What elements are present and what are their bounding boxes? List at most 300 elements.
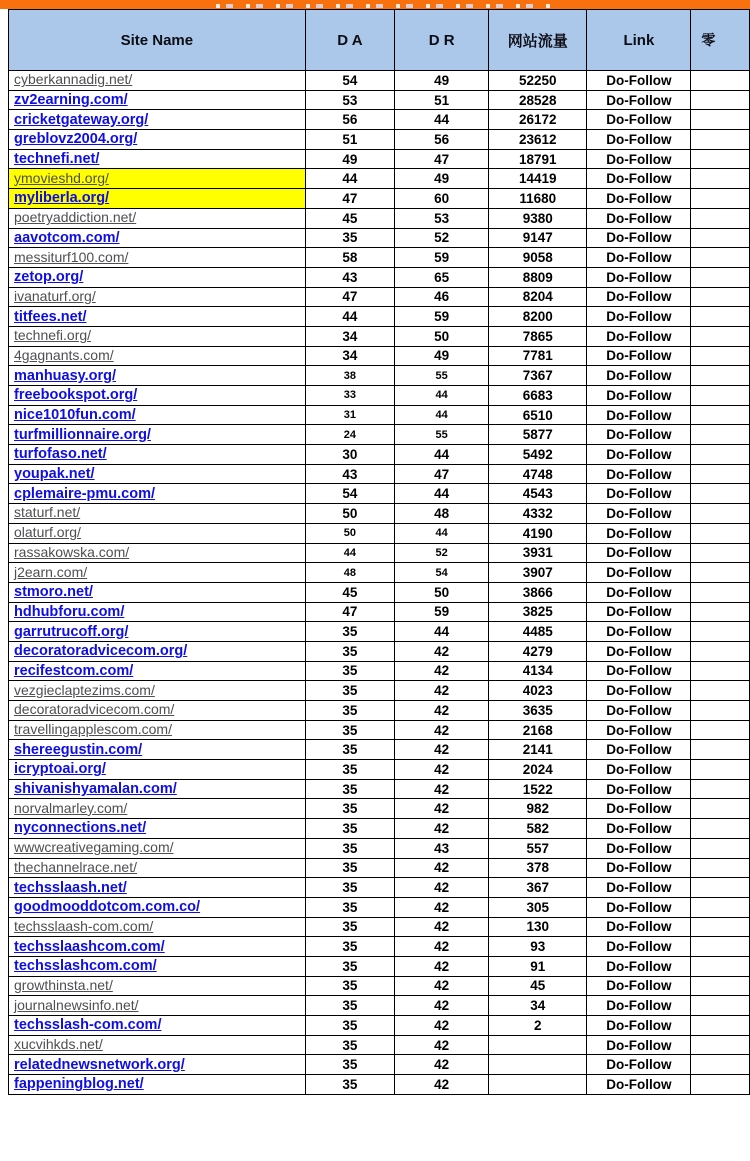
traffic-cell: 557 <box>489 838 587 858</box>
dr-cell: 52 <box>395 543 489 563</box>
site-link[interactable]: turfofaso.net/ <box>14 446 107 463</box>
table-row <box>9 405 750 425</box>
traffic-cell: 2141 <box>489 740 587 760</box>
link-type-cell: Do-Follow <box>587 740 691 760</box>
site-link[interactable]: decoratoradvicecom.com/ <box>14 701 175 718</box>
da-cell: 35 <box>305 1016 394 1036</box>
column-header-traffic: 网站流量 <box>489 10 587 71</box>
partial-column-cell <box>691 267 750 287</box>
da-cell: 53 <box>305 90 394 110</box>
dr-cell: 44 <box>395 386 489 406</box>
link-type-cell: Do-Follow <box>587 110 691 130</box>
site-cell <box>9 976 306 996</box>
site-cell <box>9 740 306 760</box>
table-row <box>9 661 750 681</box>
site-link[interactable]: youpak.net/ <box>14 466 95 483</box>
table-row <box>9 366 750 386</box>
site-link[interactable]: ymovieshd.org/ <box>14 169 109 186</box>
table-row <box>9 110 750 130</box>
dr-cell: 44 <box>395 484 489 504</box>
site-link[interactable]: growthinsta.net/ <box>14 976 113 993</box>
da-cell: 35 <box>305 228 394 248</box>
da-cell: 35 <box>305 897 394 917</box>
column-header-partial-clipped: 零 <box>691 10 750 71</box>
site-cell <box>9 130 306 150</box>
da-cell: 58 <box>305 248 394 268</box>
da-cell: 51 <box>305 130 394 150</box>
partial-column-cell <box>691 346 750 366</box>
site-link[interactable]: wwwcreativegaming.com/ <box>14 839 174 856</box>
site-cell <box>9 523 306 543</box>
da-cell: 35 <box>305 760 394 780</box>
site-link[interactable]: hdhubforu.com/ <box>14 603 125 620</box>
da-cell: 30 <box>305 445 394 465</box>
partial-column-cell <box>691 956 750 976</box>
partial-column-cell <box>691 326 750 346</box>
partial-column-cell <box>691 543 750 563</box>
da-cell: 50 <box>305 504 394 524</box>
da-cell: 35 <box>305 878 394 898</box>
link-type-cell: Do-Follow <box>587 641 691 661</box>
site-link[interactable]: titfees.net/ <box>14 308 87 325</box>
da-cell: 35 <box>305 1055 394 1075</box>
dr-cell: 42 <box>395 641 489 661</box>
link-type-cell: Do-Follow <box>587 149 691 169</box>
link-type-cell: Do-Follow <box>587 523 691 543</box>
partial-column-cell <box>691 523 750 543</box>
site-link[interactable]: relatednewsnetwork.org/ <box>14 1056 185 1073</box>
traffic-cell: 3635 <box>489 701 587 721</box>
site-link[interactable]: techsslaash-com.com/ <box>14 917 154 934</box>
link-type-cell: Do-Follow <box>587 838 691 858</box>
dr-cell: 55 <box>395 425 489 445</box>
partial-column-cell <box>691 130 750 150</box>
partial-column-cell <box>691 937 750 957</box>
dr-cell: 42 <box>395 1075 489 1095</box>
site-cell <box>9 267 306 287</box>
site-cell <box>9 858 306 878</box>
table-row <box>9 445 750 465</box>
partial-column-cell <box>691 386 750 406</box>
site-cell <box>9 760 306 780</box>
site-link[interactable]: j2earn.com/ <box>14 563 88 580</box>
partial-column-cell <box>691 897 750 917</box>
partial-column-cell <box>691 976 750 996</box>
partial-column-cell <box>691 917 750 937</box>
link-type-cell: Do-Follow <box>587 326 691 346</box>
traffic-cell: 130 <box>489 917 587 937</box>
link-type-cell: Do-Follow <box>587 1055 691 1075</box>
da-cell: 56 <box>305 110 394 130</box>
site-link[interactable]: fappeningblog.net/ <box>14 1076 144 1093</box>
site-cell <box>9 878 306 898</box>
dr-cell: 65 <box>395 267 489 287</box>
site-cell <box>9 366 306 386</box>
da-cell: 35 <box>305 996 394 1016</box>
table-row <box>9 720 750 740</box>
da-cell: 47 <box>305 287 394 307</box>
table-row <box>9 307 750 327</box>
table-row <box>9 523 750 543</box>
traffic-cell: 2 <box>489 1016 587 1036</box>
dr-cell: 51 <box>395 90 489 110</box>
partial-column-cell <box>691 425 750 445</box>
partial-column-cell <box>691 760 750 780</box>
table-row <box>9 326 750 346</box>
partial-column-cell <box>691 582 750 602</box>
site-link[interactable]: zetop.org/ <box>14 269 84 286</box>
site-link[interactable]: messiturf100.com/ <box>14 248 129 265</box>
dr-cell: 52 <box>395 228 489 248</box>
da-cell: 44 <box>305 169 394 189</box>
da-cell: 38 <box>305 366 394 386</box>
table-body <box>9 71 750 1095</box>
da-cell: 35 <box>305 701 394 721</box>
partial-column-cell <box>691 838 750 858</box>
site-link[interactable]: cyberkannadig.net/ <box>14 71 133 88</box>
link-type-cell: Do-Follow <box>587 425 691 445</box>
site-link[interactable]: techsslaashcom.com/ <box>14 938 165 955</box>
dr-cell: 44 <box>395 445 489 465</box>
site-link[interactable]: cplemaire-pmu.com/ <box>14 485 156 502</box>
site-cell <box>9 346 306 366</box>
site-cell <box>9 838 306 858</box>
site-cell <box>9 956 306 976</box>
traffic-cell: 4485 <box>489 622 587 642</box>
dr-cell: 42 <box>395 1035 489 1055</box>
dr-cell: 49 <box>395 169 489 189</box>
traffic-cell: 4190 <box>489 523 587 543</box>
link-type-cell: Do-Follow <box>587 956 691 976</box>
site-link[interactable]: shivanishyamalan.com/ <box>14 781 177 798</box>
dr-cell: 44 <box>395 523 489 543</box>
table-row <box>9 582 750 602</box>
column-header-link: Link <box>587 10 691 71</box>
dr-cell: 42 <box>395 956 489 976</box>
site-cell <box>9 1055 306 1075</box>
site-cell <box>9 504 306 524</box>
traffic-cell: 1522 <box>489 779 587 799</box>
site-link[interactable]: poetryaddiction.net/ <box>14 209 137 226</box>
traffic-cell: 7865 <box>489 326 587 346</box>
dr-cell: 48 <box>395 504 489 524</box>
site-link[interactable]: xucvihkds.net/ <box>14 1036 103 1053</box>
table-row <box>9 169 750 189</box>
traffic-cell: 6510 <box>489 405 587 425</box>
site-link[interactable]: 4gagnants.com/ <box>14 346 114 363</box>
site-link[interactable]: staturf.net/ <box>14 504 81 521</box>
site-link[interactable]: decoratoradvicecom.org/ <box>14 643 188 660</box>
site-cell <box>9 937 306 957</box>
dr-cell: 54 <box>395 563 489 583</box>
dr-cell: 42 <box>395 897 489 917</box>
site-link[interactable]: myliberla.org/ <box>14 190 110 207</box>
site-link[interactable]: techsslashcom.com/ <box>14 958 157 975</box>
table-row <box>9 681 750 701</box>
site-link[interactable]: travellingapplescom.com/ <box>14 721 172 738</box>
da-cell: 35 <box>305 740 394 760</box>
table-row <box>9 563 750 583</box>
da-cell: 35 <box>305 681 394 701</box>
header-row <box>9 10 750 71</box>
dr-cell: 50 <box>395 326 489 346</box>
traffic-cell: 4748 <box>489 464 587 484</box>
site-link[interactable]: greblovz2004.org/ <box>14 131 138 148</box>
dr-cell: 56 <box>395 130 489 150</box>
dr-cell: 42 <box>395 858 489 878</box>
da-cell: 35 <box>305 976 394 996</box>
table-row <box>9 287 750 307</box>
traffic-cell: 4543 <box>489 484 587 504</box>
site-link[interactable]: goodmooddotcom.com.co/ <box>14 899 201 916</box>
da-cell: 35 <box>305 799 394 819</box>
dr-cell: 49 <box>395 71 489 91</box>
traffic-cell: 26172 <box>489 110 587 130</box>
dr-cell: 49 <box>395 346 489 366</box>
site-link[interactable]: nyconnections.net/ <box>14 820 147 837</box>
table-row <box>9 130 750 150</box>
traffic-cell: 8200 <box>489 307 587 327</box>
traffic-cell: 8204 <box>489 287 587 307</box>
dr-cell: 42 <box>395 819 489 839</box>
dr-cell: 44 <box>395 622 489 642</box>
da-cell: 35 <box>305 956 394 976</box>
site-link[interactable]: shereegustin.com/ <box>14 741 143 758</box>
site-cell <box>9 897 306 917</box>
table-row <box>9 1075 750 1095</box>
da-cell: 49 <box>305 149 394 169</box>
table-row <box>9 543 750 563</box>
dr-cell: 47 <box>395 149 489 169</box>
site-cell <box>9 386 306 406</box>
site-cell <box>9 701 306 721</box>
da-cell: 44 <box>305 543 394 563</box>
site-link[interactable]: technefi.org/ <box>14 327 92 344</box>
da-cell: 44 <box>305 307 394 327</box>
link-type-cell: Do-Follow <box>587 779 691 799</box>
site-cell <box>9 1016 306 1036</box>
site-link[interactable]: garrutrucoff.org/ <box>14 623 129 640</box>
dr-cell: 44 <box>395 110 489 130</box>
table-row <box>9 267 750 287</box>
table-row <box>9 504 750 524</box>
traffic-cell: 4279 <box>489 641 587 661</box>
traffic-cell: 3825 <box>489 602 587 622</box>
da-cell: 33 <box>305 386 394 406</box>
traffic-cell <box>489 1075 587 1095</box>
traffic-cell <box>489 1055 587 1075</box>
partial-column-cell <box>691 208 750 228</box>
link-type-cell: Do-Follow <box>587 1016 691 1036</box>
table-row <box>9 71 750 91</box>
traffic-cell: 582 <box>489 819 587 839</box>
partial-column-cell <box>691 405 750 425</box>
site-link[interactable]: recifestcom.com/ <box>14 662 134 679</box>
traffic-cell: 28528 <box>489 90 587 110</box>
site-link[interactable]: journalnewsinfo.net/ <box>14 996 139 1013</box>
link-type-cell: Do-Follow <box>587 622 691 642</box>
traffic-cell: 91 <box>489 956 587 976</box>
traffic-cell: 14419 <box>489 169 587 189</box>
partial-column-cell <box>691 1075 750 1095</box>
site-link[interactable]: nice1010fun.com/ <box>14 407 136 424</box>
link-type-cell: Do-Follow <box>587 307 691 327</box>
link-type-cell: Do-Follow <box>587 464 691 484</box>
link-type-cell: Do-Follow <box>587 799 691 819</box>
link-type-cell: Do-Follow <box>587 602 691 622</box>
da-cell: 31 <box>305 405 394 425</box>
site-cell <box>9 149 306 169</box>
table-row <box>9 819 750 839</box>
da-cell: 35 <box>305 858 394 878</box>
partial-column-cell <box>691 169 750 189</box>
partial-column-cell <box>691 1016 750 1036</box>
dr-cell: 60 <box>395 189 489 209</box>
da-cell: 35 <box>305 779 394 799</box>
partial-column-cell <box>691 464 750 484</box>
partial-column-cell <box>691 307 750 327</box>
partial-column-cell <box>691 1035 750 1055</box>
da-cell: 35 <box>305 1075 394 1095</box>
da-cell: 48 <box>305 563 394 583</box>
site-cell <box>9 287 306 307</box>
column-header-site-name: Site Name <box>9 10 306 71</box>
dr-cell: 47 <box>395 464 489 484</box>
partial-column-cell <box>691 996 750 1016</box>
traffic-cell: 6683 <box>489 386 587 406</box>
traffic-cell: 8809 <box>489 267 587 287</box>
site-cell <box>9 307 306 327</box>
traffic-cell: 2024 <box>489 760 587 780</box>
table-row <box>9 464 750 484</box>
da-cell: 34 <box>305 326 394 346</box>
traffic-cell: 4134 <box>489 661 587 681</box>
partial-column-cell <box>691 1055 750 1075</box>
site-cell <box>9 819 306 839</box>
site-link[interactable]: technefi.net/ <box>14 151 100 168</box>
link-type-cell: Do-Follow <box>587 760 691 780</box>
traffic-cell: 9058 <box>489 248 587 268</box>
site-link[interactable]: cricketgateway.org/ <box>14 111 149 128</box>
dr-cell: 59 <box>395 307 489 327</box>
table-row <box>9 956 750 976</box>
site-link[interactable]: turfmillionnaire.org/ <box>14 426 151 443</box>
table-row <box>9 622 750 642</box>
link-type-cell: Do-Follow <box>587 346 691 366</box>
table-row <box>9 897 750 917</box>
clipped-title-bar <box>0 0 750 9</box>
table-row <box>9 799 750 819</box>
da-cell: 34 <box>305 346 394 366</box>
column-header-dr: D R <box>395 10 489 71</box>
site-cell <box>9 326 306 346</box>
site-link[interactable]: ivanaturf.org/ <box>14 287 96 304</box>
partial-column-cell <box>691 720 750 740</box>
clipped-title-text-fragments <box>216 4 552 8</box>
table-row <box>9 878 750 898</box>
link-type-cell: Do-Follow <box>587 366 691 386</box>
link-type-cell: Do-Follow <box>587 858 691 878</box>
site-cell-highlighted <box>9 169 306 189</box>
partial-column-cell <box>691 71 750 91</box>
site-link[interactable]: norvalmarley.com/ <box>14 799 128 816</box>
dr-cell: 42 <box>395 996 489 1016</box>
table-row <box>9 937 750 957</box>
traffic-cell: 378 <box>489 858 587 878</box>
traffic-cell: 45 <box>489 976 587 996</box>
link-type-cell: Do-Follow <box>587 208 691 228</box>
dr-cell: 42 <box>395 701 489 721</box>
site-cell <box>9 563 306 583</box>
site-link[interactable]: olaturf.org/ <box>14 524 81 541</box>
dr-cell: 42 <box>395 1055 489 1075</box>
dr-cell: 43 <box>395 838 489 858</box>
da-cell: 47 <box>305 602 394 622</box>
table-row <box>9 1035 750 1055</box>
da-cell: 35 <box>305 917 394 937</box>
table-row <box>9 228 750 248</box>
site-link[interactable]: techsslash-com.com/ <box>14 1017 162 1034</box>
site-link[interactable]: zv2earning.com/ <box>14 92 128 109</box>
site-link[interactable]: vezgieclaptezims.com/ <box>14 681 155 698</box>
traffic-cell: 9380 <box>489 208 587 228</box>
site-link[interactable]: aavotcom.com/ <box>14 229 120 246</box>
partial-column-cell <box>691 228 750 248</box>
link-type-cell: Do-Follow <box>587 169 691 189</box>
site-link[interactable]: freebookspot.org/ <box>14 387 138 404</box>
traffic-cell: 93 <box>489 937 587 957</box>
link-type-cell: Do-Follow <box>587 267 691 287</box>
link-type-cell: Do-Follow <box>587 878 691 898</box>
dr-cell: 50 <box>395 582 489 602</box>
table-row <box>9 760 750 780</box>
site-cell <box>9 248 306 268</box>
partial-column-cell <box>691 563 750 583</box>
table-row <box>9 917 750 937</box>
da-cell: 35 <box>305 661 394 681</box>
traffic-cell: 982 <box>489 799 587 819</box>
table-row <box>9 386 750 406</box>
da-cell: 45 <box>305 208 394 228</box>
table-row <box>9 602 750 622</box>
table-row <box>9 838 750 858</box>
da-cell: 43 <box>305 267 394 287</box>
dr-cell: 42 <box>395 878 489 898</box>
site-link[interactable]: thechannelrace.net/ <box>14 858 137 875</box>
table-row <box>9 425 750 445</box>
partial-column-cell <box>691 681 750 701</box>
link-type-cell: Do-Follow <box>587 897 691 917</box>
table-row <box>9 346 750 366</box>
link-type-cell: Do-Follow <box>587 484 691 504</box>
traffic-cell: 4023 <box>489 681 587 701</box>
table-row <box>9 779 750 799</box>
partial-column-cell <box>691 779 750 799</box>
dr-cell: 42 <box>395 917 489 937</box>
site-link[interactable]: icryptoai.org/ <box>14 761 106 778</box>
site-link[interactable]: stmoro.net/ <box>14 584 93 601</box>
link-type-cell: Do-Follow <box>587 917 691 937</box>
link-type-cell: Do-Follow <box>587 996 691 1016</box>
link-type-cell: Do-Follow <box>587 976 691 996</box>
site-link[interactable]: rassakowska.com/ <box>14 543 130 560</box>
dr-cell: 42 <box>395 976 489 996</box>
partial-column-cell <box>691 287 750 307</box>
partial-column-cell <box>691 602 750 622</box>
site-link[interactable]: manhuasy.org/ <box>14 367 117 384</box>
site-link[interactable]: techsslaash.net/ <box>14 879 127 896</box>
partial-column-cell <box>691 858 750 878</box>
